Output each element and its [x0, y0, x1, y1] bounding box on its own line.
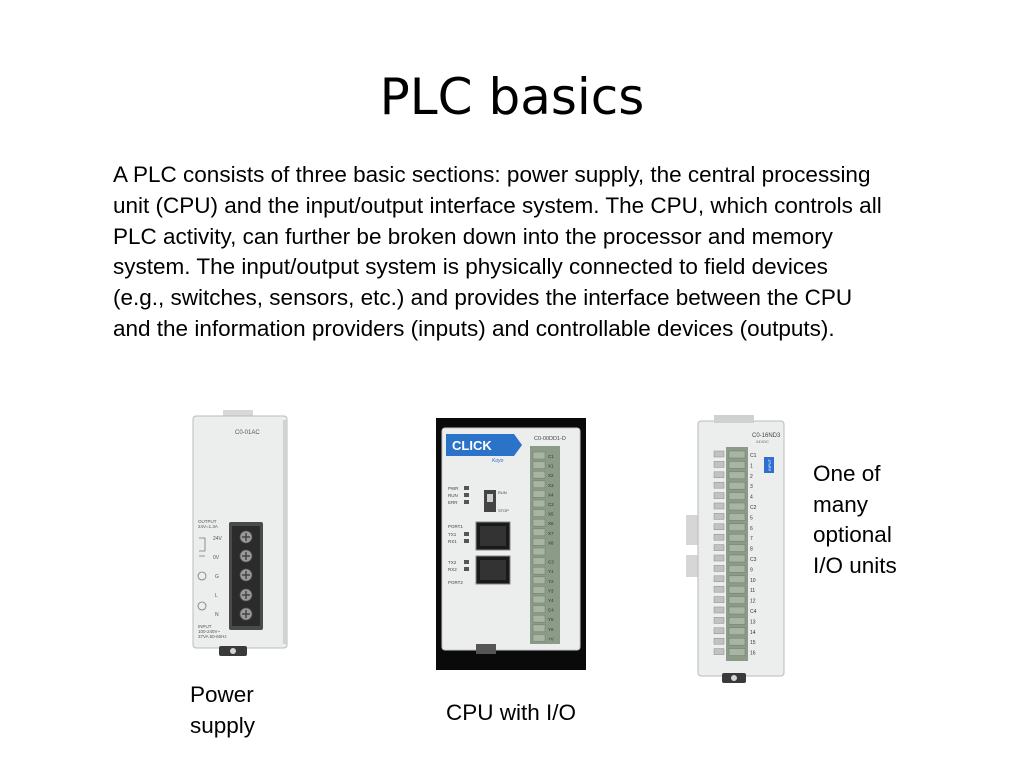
cpu-led-indicator — [464, 500, 469, 504]
io-terminal-lever — [714, 586, 724, 592]
io-terminal-lever — [714, 451, 724, 457]
terminal-label-l: L — [215, 593, 218, 599]
cpu-terminal-label: +V — [548, 636, 554, 642]
cpu-terminal-label: Y1 — [548, 569, 554, 575]
io-terminal-lever — [714, 482, 724, 488]
io-terminal-label: 13 — [750, 619, 756, 626]
caption-power-line-2: supply — [190, 712, 256, 738]
io-terminal-screw — [729, 617, 745, 624]
caption-io-line-4: I/O units — [813, 552, 897, 578]
io-terminal-lever — [714, 565, 724, 571]
cpu-led-indicator — [464, 560, 469, 564]
io-terminal-label: 5 — [750, 515, 753, 522]
io-input-tag: INPUT — [767, 459, 772, 471]
cpu-terminal-label: X7 — [548, 530, 554, 536]
terminal-label-g: G — [215, 574, 219, 580]
io-terminal-label: 8 — [750, 546, 753, 553]
cpu-terminal-screw — [533, 586, 545, 593]
cpu-switch-stop: STOP — [498, 508, 509, 513]
terminal-label-n: N — [215, 612, 219, 618]
caption-io-units — [813, 459, 933, 581]
power-output-label: OUTPUT — [198, 519, 217, 524]
io-terminal-lever — [714, 638, 724, 644]
cpu-terminal-label: X6 — [548, 521, 554, 527]
caption-io-line-2: many — [813, 491, 869, 517]
cpu-terminal-label: X1 — [548, 463, 554, 469]
cpu-switch-run: RUN — [498, 490, 507, 495]
io-terminal-lever — [714, 472, 724, 478]
io-terminal-screw — [729, 555, 745, 562]
io-terminal-screw — [729, 451, 745, 458]
cpu-terminal-screw — [533, 462, 545, 469]
caption-power-supply — [190, 680, 300, 741]
io-terminal-screw — [729, 482, 745, 489]
cpu-terminal-screw — [533, 625, 545, 632]
io-terminal-label: 15 — [750, 640, 756, 647]
cpu-terminal-screw — [533, 490, 545, 497]
cpu-terminal-screw — [533, 567, 545, 574]
cpu-terminal-screw — [533, 577, 545, 584]
cpu-terminal-screw — [533, 452, 545, 459]
cpu-terminal-label: C3 — [548, 559, 554, 565]
cpu-terminal-screw — [533, 558, 545, 565]
cpu-terminal-label: X3 — [548, 482, 554, 488]
cpu-terminal-screw — [533, 548, 545, 555]
cpu-terminal-label: Y5 — [548, 617, 554, 623]
cpu-terminal-screw — [533, 471, 545, 478]
io-terminal-label: 11 — [750, 588, 756, 595]
cpu-port1-label: PORT1 — [448, 524, 463, 529]
cpu-terminal-label: X5 — [548, 511, 554, 517]
caption-io-line-3: optional — [813, 522, 892, 547]
io-terminal-label: C2 — [750, 505, 757, 511]
cpu-terminal-screw — [533, 538, 545, 545]
io-terminal-screw — [729, 565, 745, 572]
power-input-label: INPUT — [198, 624, 212, 629]
io-terminal-screw — [729, 576, 745, 583]
cpu-led-label: TX2 — [448, 560, 457, 565]
io-terminal-label: 16 — [750, 650, 756, 657]
cpu-led-label: ERR — [448, 500, 458, 505]
io-terminal-lever — [714, 503, 724, 509]
io-terminal-lever — [714, 555, 724, 561]
io-terminal-lever — [714, 524, 724, 530]
io-terminal-screw — [729, 524, 745, 531]
cpu-terminal-label: Y6 — [548, 626, 554, 632]
cpu-terminal-label: Y4 — [548, 598, 554, 603]
cpu-led-label: RX2 — [448, 567, 457, 572]
terminal-label-24v: 24V — [213, 536, 222, 542]
io-terminal-lever — [714, 617, 724, 623]
cpu-port2-label: PORT2 — [448, 580, 463, 585]
cpu-led-indicator — [464, 486, 469, 490]
io-terminal-lever — [714, 607, 724, 613]
cpu-brand-logo: CLICK — [452, 438, 492, 453]
io-terminal-lever — [714, 461, 724, 467]
cpu-terminal-label: C4 — [548, 607, 554, 613]
cpu-terminal-screw — [533, 606, 545, 613]
caption-io-line-1: One of — [813, 461, 881, 486]
cpu-terminal-screw — [533, 615, 545, 622]
io-terminal-screw — [729, 513, 745, 520]
io-terminal-label: C1 — [750, 453, 757, 459]
io-terminal-label: 1 — [750, 463, 753, 470]
cpu-terminal-label: C2 — [548, 502, 554, 507]
cpu-terminal-screw — [533, 481, 545, 488]
io-terminal-label: 2 — [750, 473, 753, 480]
cpu-terminal-label: C1 — [548, 454, 554, 459]
cpu-terminal-screw — [533, 529, 545, 536]
io-terminal-label: 3 — [750, 484, 753, 491]
cpu-maker-label: Koyo — [492, 458, 504, 464]
cpu-terminal-screw — [533, 500, 545, 507]
power-model-label: C0-01AC — [235, 430, 260, 436]
io-terminal-screw — [729, 461, 745, 468]
io-terminal-lever — [714, 513, 724, 519]
cpu-terminal-label: Y2 — [548, 578, 554, 584]
cpu-led-indicator — [464, 532, 469, 536]
io-terminal-screw — [729, 628, 745, 635]
io-terminal-label: 10 — [750, 577, 756, 584]
cpu-led-label: RUN — [448, 493, 458, 498]
io-terminal-lever — [714, 597, 724, 603]
cpu-model-label: C0-00DD1-D — [534, 436, 566, 442]
cpu-terminal-label: X8 — [548, 540, 554, 546]
power-output-rating: 24V=1.3A — [198, 524, 218, 529]
io-terminal-screw — [729, 545, 745, 552]
io-module-image — [678, 415, 788, 695]
cpu-terminal-label: X2 — [548, 473, 554, 479]
io-terminal-screw — [729, 597, 745, 604]
io-terminal-label: 14 — [750, 629, 756, 636]
cpu-terminal-screw — [533, 596, 545, 603]
cpu-led-label: TX1 — [448, 532, 457, 537]
io-terminal-lever — [714, 649, 724, 655]
io-terminal-lever — [714, 545, 724, 551]
caption-cpu: CPU with I/O — [446, 700, 577, 725]
io-terminal-label: C4 — [750, 609, 757, 615]
cpu-terminal-screw — [533, 634, 545, 641]
io-terminal-screw — [729, 607, 745, 614]
io-terminal-label: C3 — [750, 557, 757, 563]
power-input-rating-2: 37VA 50-60Hz — [198, 634, 227, 639]
io-terminal-lever — [714, 493, 724, 499]
cpu-terminal-screw — [533, 510, 545, 517]
power-supply-image — [185, 410, 295, 670]
caption-power-line-1: Power — [190, 682, 254, 707]
cpu-terminal-screw — [533, 519, 545, 526]
cpu-terminal-label: X4 — [548, 492, 554, 498]
body-paragraph: A PLC consists of three basic sections: power supply, the central processing unit (CPU) and the input/output interface system. The CPU, which controls all PLC activity, can further be broken down into the processor and memory system. The input/output system is physically connected to field devices (e.g., switches, sensors, etc.) and provides the interface between the CPU and the information providers (inputs) and controllable devices (outputs). — [113, 162, 882, 341]
io-model-label: C0-16ND3 — [752, 433, 781, 439]
cpu-led-indicator — [464, 493, 469, 497]
io-terminal-screw — [729, 649, 745, 656]
cpu-module-image — [436, 418, 586, 675]
io-terminal-label: 4 — [750, 494, 753, 501]
io-terminal-label: 12 — [750, 598, 756, 605]
io-terminal-screw — [729, 503, 745, 510]
cpu-led-indicator — [464, 567, 469, 571]
cpu-led-label: PWR — [448, 486, 459, 491]
io-terminal-screw — [729, 493, 745, 500]
io-terminal-lever — [714, 534, 724, 540]
io-terminal-lever — [714, 576, 724, 582]
io-terminal-label: 6 — [750, 525, 753, 532]
slide-title: PLC basics — [379, 68, 645, 126]
cpu-terminal-label: Y3 — [548, 588, 554, 594]
io-terminal-screw — [729, 534, 745, 541]
power-input-rating: 100-240V~ — [198, 629, 221, 634]
io-sub-label: 24VDC — [756, 439, 769, 444]
io-terminal-label: 7 — [750, 536, 753, 543]
io-terminal-screw — [729, 638, 745, 645]
io-terminal-lever — [714, 628, 724, 634]
cpu-led-label: RX1 — [448, 539, 457, 544]
terminal-label-0v: 0V — [213, 555, 220, 561]
io-terminal-screw — [729, 586, 745, 593]
cpu-led-indicator — [464, 539, 469, 543]
io-terminal-screw — [729, 472, 745, 479]
io-terminal-label: 9 — [750, 567, 753, 574]
